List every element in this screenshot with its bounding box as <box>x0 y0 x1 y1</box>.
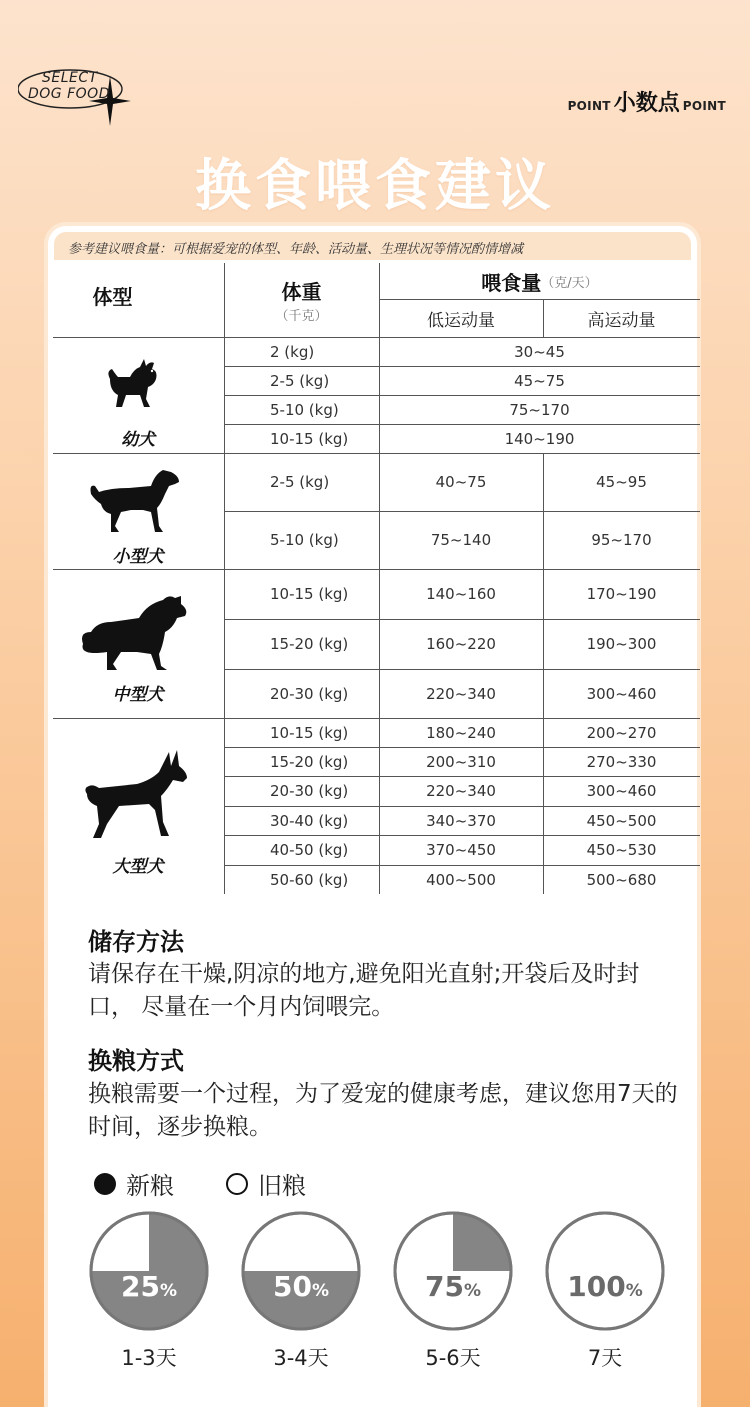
weight-cell: 2-5 (kg) <box>270 473 330 491</box>
pie-day-label: 7天 <box>587 1346 623 1370</box>
pie-percent-sign: % <box>463 1281 481 1301</box>
brand-line-1: SELECT <box>42 70 98 86</box>
feed-cell: 140~190 <box>504 429 575 448</box>
brand-suffix: POINT <box>682 99 726 113</box>
weight-cell: 2 (kg) <box>270 342 315 361</box>
small-dog-icon <box>85 464 185 540</box>
header-weight-cell <box>224 263 379 337</box>
weight-cell: 2-5 (kg) <box>270 371 330 390</box>
feed-low-cell: 140~160 <box>426 585 496 603</box>
medium-dog-icon <box>77 592 193 678</box>
transition-pie <box>238 1208 364 1334</box>
weight-cell: 15-20 (kg) <box>270 635 349 653</box>
table-line <box>379 337 380 453</box>
feed-high-cell: 170~190 <box>586 585 657 603</box>
table-line <box>224 337 225 453</box>
brand-logo-right <box>568 86 726 117</box>
feed-high-cell: 500~680 <box>586 870 657 889</box>
table-line <box>543 569 544 718</box>
feed-low-cell: 220~340 <box>426 782 496 800</box>
feed-low-cell: 340~370 <box>426 811 496 830</box>
legend <box>94 1166 358 1201</box>
transition-pie <box>390 1208 516 1334</box>
table-line <box>224 453 225 569</box>
header-weight: 体重 <box>281 280 322 304</box>
feed-low-cell: 370~450 <box>426 841 496 859</box>
feed-high-cell: 95~170 <box>591 531 652 549</box>
pie-percent-number: 25 <box>120 1270 160 1303</box>
weight-cell: 15-20 (kg) <box>270 752 349 771</box>
table-line <box>543 718 544 894</box>
legend-new-label: 新粮 <box>126 1172 174 1200</box>
header-feed-unit: （克/天） <box>541 275 598 291</box>
brand-logo-left <box>18 62 138 132</box>
brand-name: 小数点 <box>613 91 680 116</box>
header-feed: 喂食量 <box>481 270 542 295</box>
header-feed-cell <box>379 263 700 299</box>
feed-cell: 30~45 <box>514 342 565 361</box>
pie-percent-number: 75 <box>424 1270 464 1303</box>
weight-cell: 5-10 (kg) <box>270 400 339 419</box>
old-food-dot-icon <box>226 1173 248 1195</box>
feed-low-cell: 75~140 <box>430 531 492 549</box>
table-line <box>379 569 380 718</box>
switch-body: 换粮需要一个过程，为了爱宠的健康考虑，建议您用7天的时间，逐步换粮。 <box>88 1081 678 1140</box>
table-line <box>224 569 225 718</box>
storage-title: 储存方法 <box>88 928 184 956</box>
feed-low-cell: 40~75 <box>435 473 487 491</box>
table-line <box>543 453 544 569</box>
pie-percent-sign: % <box>159 1281 177 1301</box>
weight-cell: 40-50 (kg) <box>270 841 349 859</box>
feed-cell: 45~75 <box>514 371 565 390</box>
table-line <box>379 299 700 300</box>
feed-low-cell: 180~240 <box>426 723 496 742</box>
brand-line-2: DOG FOOD <box>28 86 110 102</box>
feed-high-cell: 270~330 <box>586 752 657 771</box>
table-line <box>543 299 544 337</box>
header-size-cell <box>53 263 224 337</box>
dog-size-label: 中型犬 <box>112 684 164 705</box>
large-dog-icon <box>77 744 193 850</box>
pie-percent-label <box>542 1270 668 1303</box>
feed-low-cell: 160~220 <box>426 635 496 653</box>
new-food-dot-icon <box>94 1173 116 1195</box>
header-weight-unit: （千克） <box>275 309 328 324</box>
legend-old-label: 旧粮 <box>258 1172 306 1200</box>
weight-cell: 5-10 (kg) <box>270 531 339 549</box>
feed-high-cell: 190~300 <box>586 635 657 653</box>
feeding-note: 参考建议喂食量：可根据爱宠的体型、年龄、活动量、生理状况等情况酌情增减 <box>54 232 691 260</box>
weight-cell: 30-40 (kg) <box>270 811 349 830</box>
weight-cell: 10-15 (kg) <box>270 585 349 603</box>
table-line <box>224 718 225 894</box>
feed-high-cell: 450~500 <box>586 811 657 830</box>
transition-pie <box>86 1208 212 1334</box>
pie-percent-sign: % <box>311 1281 329 1301</box>
transition-pie <box>542 1208 668 1334</box>
header-high-activity: 高运动量 <box>587 310 656 331</box>
dog-size-label: 大型犬 <box>112 857 164 877</box>
page-title: 换食喂食建议 <box>195 154 555 219</box>
feed-high-cell: 45~95 <box>596 473 647 491</box>
feed-cell: 75~170 <box>509 400 570 419</box>
dog-size-label: 幼犬 <box>121 430 155 450</box>
feed-low-cell: 220~340 <box>426 684 496 703</box>
weight-cell: 10-15 (kg) <box>270 723 349 742</box>
feed-high-cell: 300~460 <box>586 684 657 703</box>
pie-percent-number: 50 <box>272 1270 312 1303</box>
pie-day-label: 1-3天 <box>121 1346 177 1370</box>
table-line <box>379 263 380 337</box>
info-card <box>44 222 701 1407</box>
table-line <box>379 453 380 569</box>
feed-high-cell: 200~270 <box>586 723 657 742</box>
dog-size-label: 小型犬 <box>112 547 164 567</box>
feed-low-cell: 200~310 <box>426 752 496 771</box>
switch-title: 换粮方式 <box>88 1047 184 1075</box>
feed-high-cell: 450~530 <box>586 841 657 859</box>
weight-cell: 20-30 (kg) <box>270 782 349 800</box>
weight-cell: 50-60 (kg) <box>270 870 349 889</box>
feed-high-cell: 300~460 <box>586 782 657 800</box>
pie-percent-label <box>390 1270 516 1303</box>
pie-percent-sign: % <box>625 1281 643 1301</box>
table-line <box>379 718 380 894</box>
header-low-activity: 低运动量 <box>427 310 495 331</box>
puppy-icon <box>100 349 170 423</box>
table-line <box>224 263 225 337</box>
pie-day-label: 3-4天 <box>273 1346 329 1370</box>
brand-prefix: POINT <box>567 99 611 113</box>
pie-percent-label <box>86 1270 212 1303</box>
feed-low-cell: 400~500 <box>426 870 496 889</box>
pie-day-label: 5-6天 <box>425 1346 481 1370</box>
pie-percent-number: 100 <box>567 1270 626 1303</box>
header-size: 体型 <box>92 285 133 309</box>
pie-percent-label <box>238 1270 364 1303</box>
storage-body: 请保存在干燥,阴凉的地方,避免阳光直射;开袋后及时封口， 尽量在一个月内饲喂完。 <box>88 961 640 1020</box>
weight-cell: 10-15 (kg) <box>270 429 349 448</box>
weight-cell: 20-30 (kg) <box>270 684 349 703</box>
